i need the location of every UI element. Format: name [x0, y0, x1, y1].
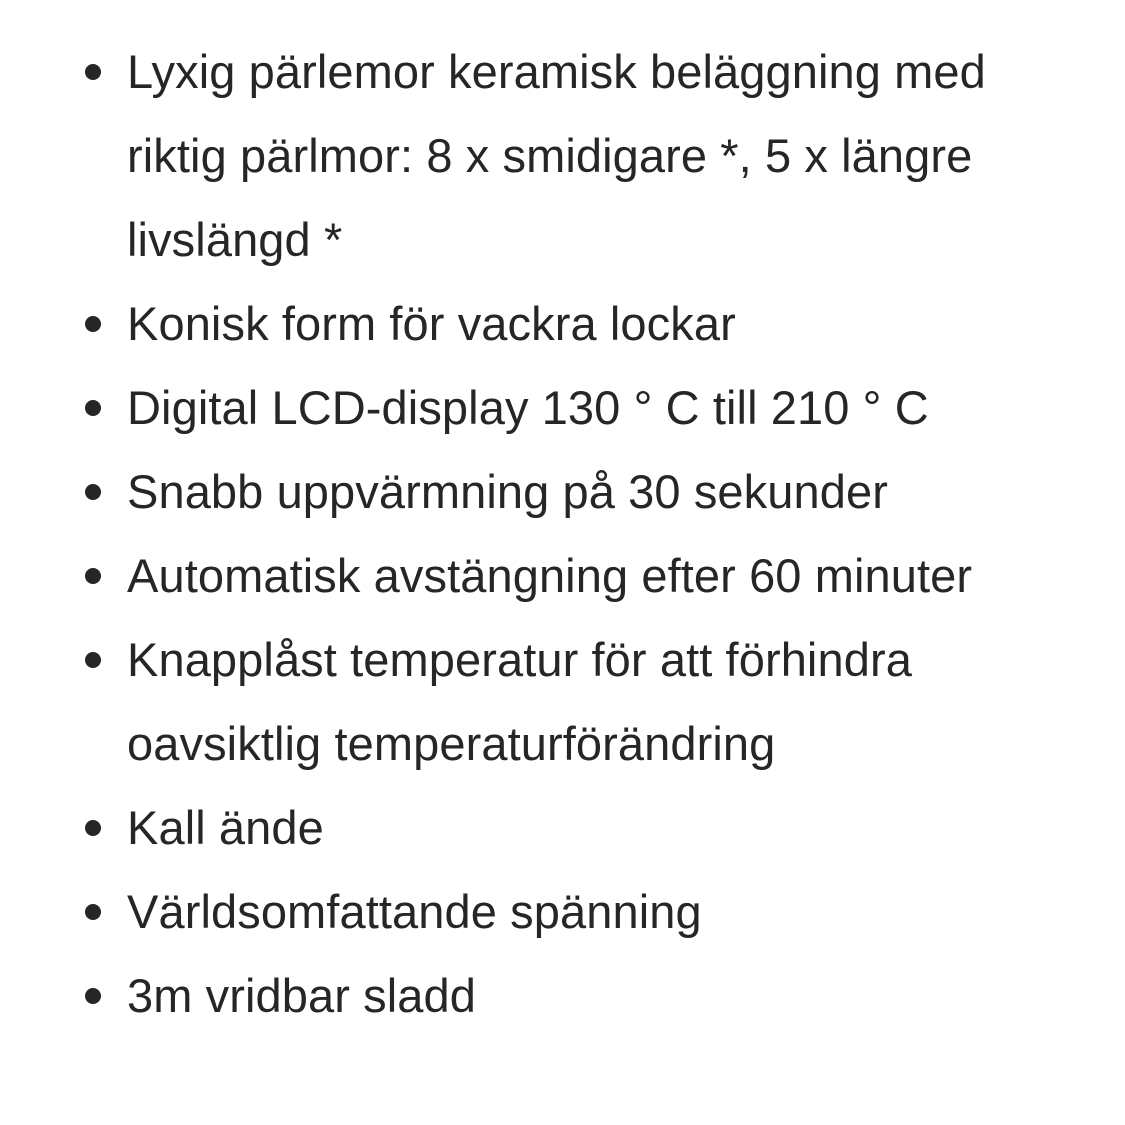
bullet-icon: [85, 568, 101, 584]
list-item: [0, 534, 1125, 618]
list-item-text: Lyxig pärlemor keramisk beläggning med riktig pärlmor: 8 x smidigare *, 5 x längre livslängd *: [127, 45, 986, 266]
feature-list: [0, 30, 1125, 1038]
list-item: [0, 30, 1125, 282]
list-item: [0, 954, 1125, 1038]
bullet-icon: [85, 988, 101, 1004]
list-item: [0, 618, 1125, 786]
list-item-text: Snabb uppvärmning på 30 sekunder: [127, 465, 888, 518]
bullet-icon: [85, 652, 101, 668]
list-item-text: Automatisk avstängning efter 60 minuter: [127, 549, 973, 602]
list-item: [0, 450, 1125, 534]
list-item-text: Kall ände: [127, 801, 324, 854]
bullet-icon: [85, 904, 101, 920]
list-item-text: Knapplåst temperatur för att förhindra oavsiktlig temperaturförändring: [127, 633, 912, 770]
list-item: [0, 282, 1125, 366]
list-item-text: Världsomfattande spänning: [127, 885, 702, 938]
list-item-text: Konisk form för vackra lockar: [127, 297, 736, 350]
list-item-text: Digital LCD-display 130 ° C till 210 ° C: [127, 381, 929, 434]
bullet-icon: [85, 316, 101, 332]
bullet-icon: [85, 400, 101, 416]
list-item-text: 3m vridbar sladd: [127, 969, 477, 1022]
bullet-icon: [85, 64, 101, 80]
bullet-icon: [85, 820, 101, 836]
list-item: [0, 786, 1125, 870]
bullet-icon: [85, 484, 101, 500]
list-item: [0, 366, 1125, 450]
list-item: [0, 870, 1125, 954]
